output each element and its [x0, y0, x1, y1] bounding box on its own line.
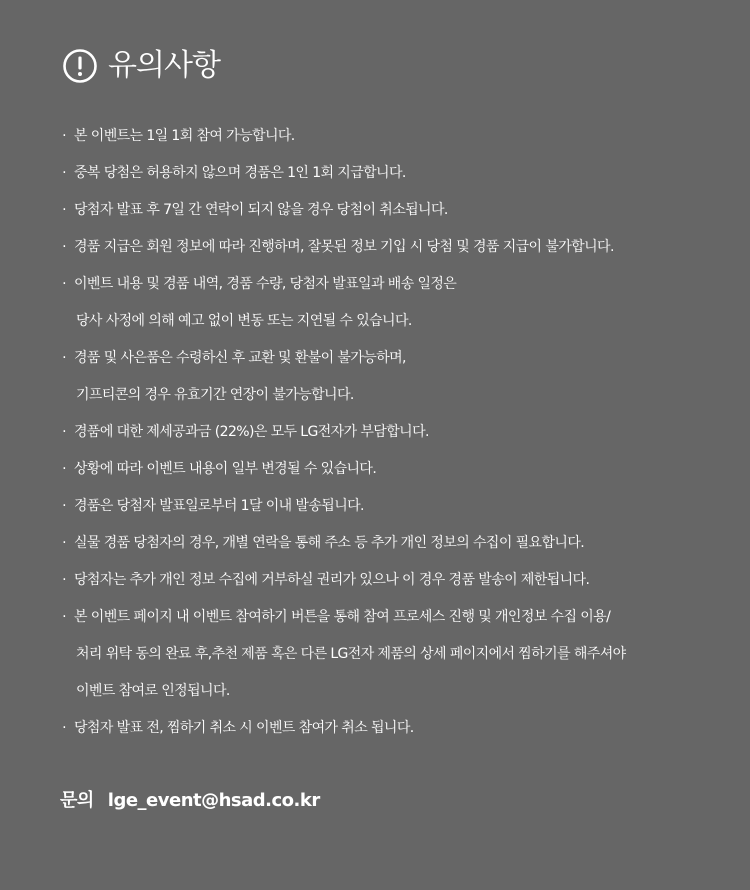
notice-item	[58, 451, 738, 488]
bullet-dot: ·	[62, 165, 66, 181]
notice-item	[58, 229, 738, 266]
contact-info	[60, 786, 320, 816]
notice-item	[58, 266, 738, 340]
notice-list	[58, 118, 738, 747]
bullet-dot: ·	[62, 350, 66, 366]
bullet-dot: ·	[62, 424, 66, 440]
notice-item	[58, 488, 738, 525]
notice-item-text: 중복 당첨은 허용하지 않으며 경품은 1인 1회 지급합니다.	[74, 165, 406, 181]
notice-item	[58, 525, 738, 562]
notice-header	[62, 46, 220, 86]
notice-item-text: 경품에 대한 제세공과금 (22%)은 모두 LG전자가 부담합니다.	[74, 424, 429, 440]
bullet-dot: ·	[62, 202, 66, 218]
contact-email[interactable]: lge_event@hsad.co.kr	[107, 790, 320, 811]
notice-item-text: 당첨자는 추가 개인 정보 수집에 거부하실 권리가 있으나 이 경우 경품 발송이 제한됩니다.	[74, 572, 590, 588]
notice-item	[58, 340, 738, 414]
notice-title: 유의사항	[108, 48, 220, 83]
notice-item-text: 상황에 따라 이벤트 내용이 일부 변경될 수 있습니다.	[74, 461, 377, 477]
notice-item	[58, 562, 738, 599]
bullet-dot: ·	[62, 609, 66, 625]
notice-item-text: 본 이벤트 페이지 내 이벤트 참여하기 버튼을 통해 참여 프로세스 진행 및 개인정보 수집 이용/	[74, 609, 611, 625]
exclamation-circle-icon	[62, 48, 98, 84]
notice-item	[58, 192, 738, 229]
bullet-dot: ·	[62, 572, 66, 588]
bullet-dot: ·	[62, 239, 66, 255]
bullet-dot: ·	[62, 128, 66, 144]
notice-item-text: 경품 및 사은품은 수령하신 후 교환 및 환불이 불가능하며,	[74, 350, 406, 366]
bullet-dot: ·	[62, 461, 66, 477]
notice-item-text: 경품 지급은 회원 정보에 따라 진행하며, 잘못된 정보 기입 시 당첨 및 경품 지급이 불가합니다.	[74, 239, 614, 255]
notice-item-text: 당첨자 발표 후 7일 간 연락이 되지 않을 경우 당첨이 취소됩니다.	[74, 202, 448, 218]
notice-item	[58, 155, 738, 192]
notice-item-text: 당첨자 발표 전, 찜하기 취소 시 이벤트 참여가 취소 됩니다.	[74, 720, 414, 736]
notice-item-text: 이벤트 내용 및 경품 내역, 경품 수량, 당첨자 발표일과 배송 일정은	[74, 276, 457, 292]
bullet-dot: ·	[62, 720, 66, 736]
notice-item	[58, 599, 738, 710]
notice-item-text: 당사 사정에 의해 예고 없이 변동 또는 지연될 수 있습니다.	[76, 313, 412, 329]
notice-item-text: 본 이벤트는 1일 1회 참여 가능합니다.	[74, 128, 295, 144]
notice-item	[58, 710, 738, 747]
notice-item-text: 처리 위탁 동의 완료 후,추천 제품 혹은 다른 LG전자 제품의 상세 페이지에서 찜하기를 해주셔야	[76, 646, 626, 662]
bullet-dot: ·	[62, 276, 66, 292]
notice-item-text: 기프티콘의 경우 유효기간 연장이 불가능합니다.	[76, 387, 354, 403]
notice-item-text: 경품은 당첨자 발표일로부터 1달 이내 발송됩니다.	[74, 498, 364, 514]
contact-label: 문의	[60, 790, 94, 811]
notice-item	[58, 414, 738, 451]
bullet-dot: ·	[62, 498, 66, 514]
bullet-dot: ·	[62, 535, 66, 551]
notice-item-text: 이벤트 참여로 인정됩니다.	[76, 683, 230, 699]
notice-item	[58, 118, 738, 155]
notice-item-text: 실물 경품 당첨자의 경우, 개별 연락을 통해 주소 등 추가 개인 정보의 수집이 필요합니다.	[74, 535, 585, 551]
